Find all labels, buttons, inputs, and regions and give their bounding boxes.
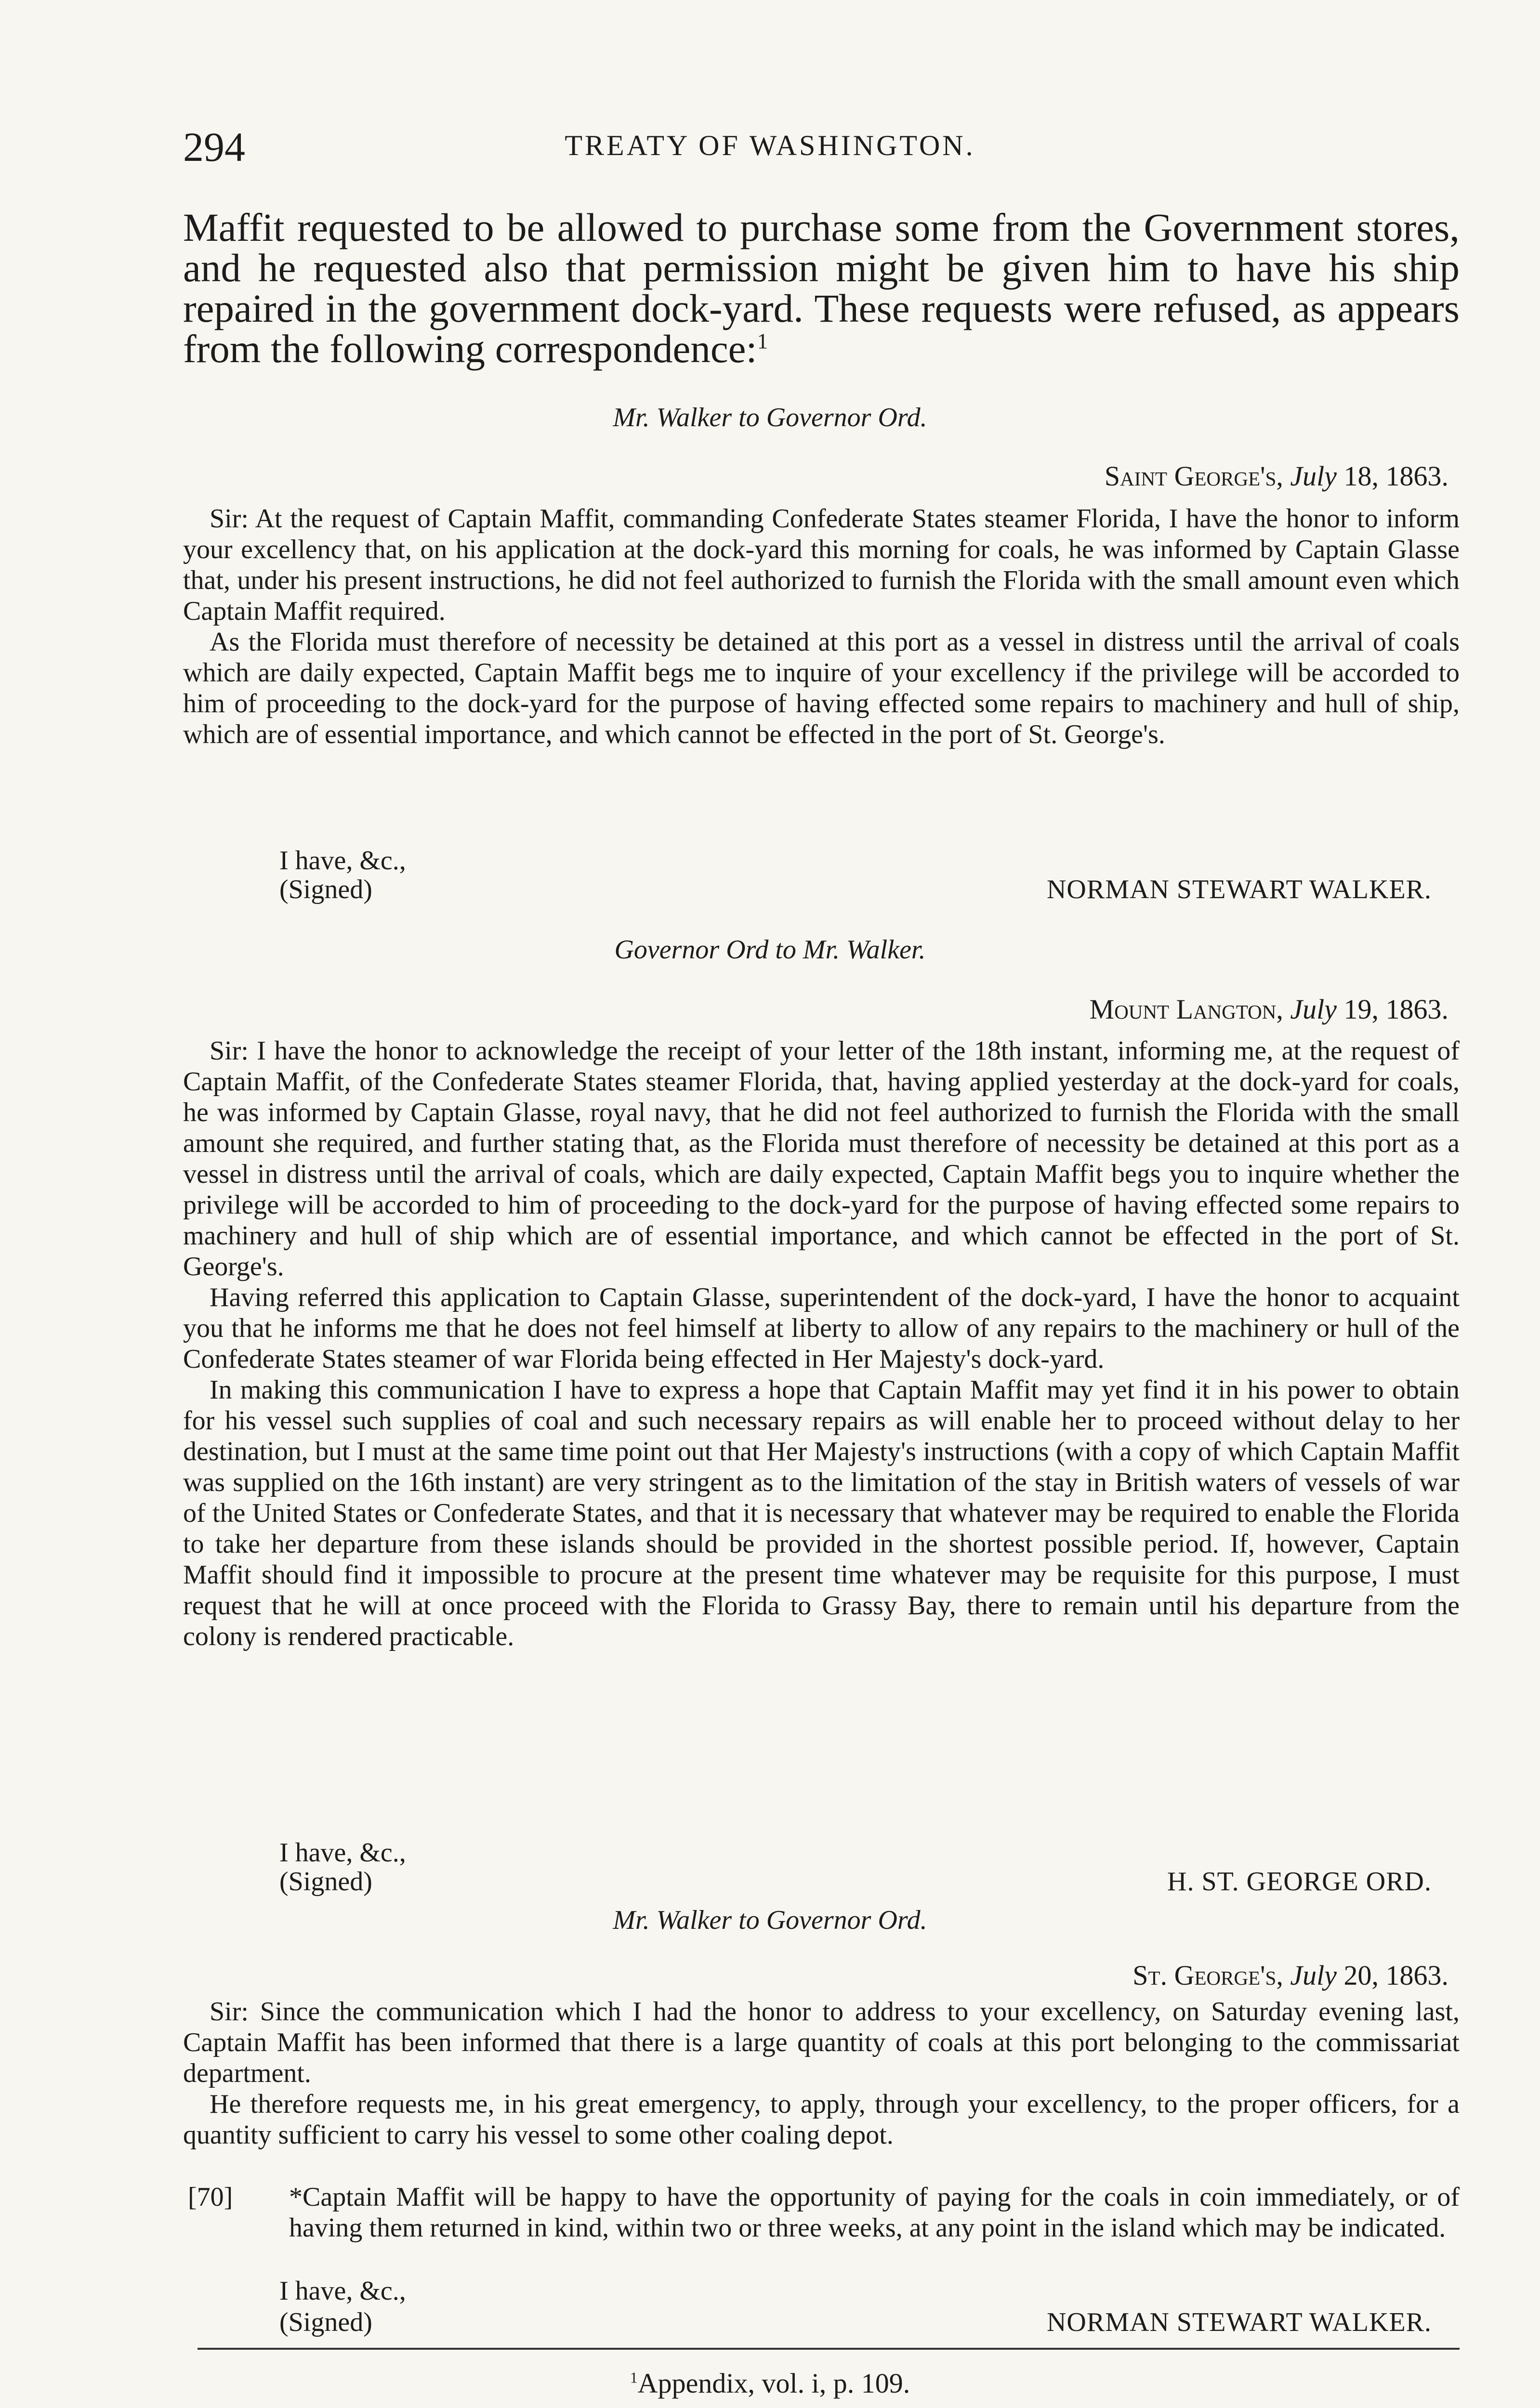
letter-1-signed: (Signed) — [279, 875, 372, 904]
letter-3-body — [183, 1996, 1460, 2150]
footnote-mark: 1 — [630, 2369, 638, 2386]
letter-2-heading: Governor Ord to Mr. Walker. — [614, 935, 926, 965]
letter-3-signer: NORMAN STEWART WALKER. — [1046, 2307, 1432, 2337]
letter-3-signed: (Signed) — [279, 2307, 372, 2337]
letter-2-paragraph: Having referred this application to Captain Glasse, superintendent of the dock-yard, I have the honor to acquaint you that he informs me that he does not feel himself at liberty to allow of any repairs to the machinery or hull of the Confederate States steamer of war Florida being effected in Her Majesty's dock-yard. — [183, 1283, 1460, 1374]
letter-3-paragraph: He therefore requests me, in his great emergency, to apply, through your excellency, to the proper officers, for a quantity sufficient to carry his vessel to some other coaling depot. — [183, 2089, 1460, 2150]
intro-paragraph — [183, 207, 1460, 369]
letter-1-closing: I have, &c., — [279, 846, 406, 876]
letter-2-body — [183, 1035, 1460, 1652]
letter-3-dateline: St. George's, July 20, 1863. — [1132, 1960, 1448, 1991]
letter-2-paragraph: In making this communication I have to express a hope that Captain Maffit may yet find it in his power to obtain for his vessel such supplies of coal and such necessary repairs as will enable her to proceed without delay to her destination, but I must at the same time point out that Her Majesty's instructions (with a copy of which Captain Maffit was supplied on the 16th instant) are very stringent as to the limitation of the stay in British waters of vessels of war of the United States or Confederate States, and that it is necessary that whatever may be required to enable the Florida to take her departure from these islands should be provided in the shortest possible period. If, however, Captain Maffit should find it impossible to procure at the present time whatever may be requisite for this purpose, I must request that he will at once proceed with the Florida to Grassy Bay, there to remain until his departure from the colony is rendered practicable. — [183, 1375, 1460, 1651]
letter-2-signed: (Signed) — [279, 1867, 372, 1897]
letter-1-dateline: Saint George's, July 18, 1863. — [1104, 460, 1448, 492]
footnote — [0, 2367, 1540, 2399]
letter-3-continuation — [183, 2182, 1460, 2243]
letter-2-signer: H. ST. GEORGE ORD. — [1167, 1867, 1432, 1897]
intro-text: Maffit requested to be allowed to purchase some from the Government stores, and he requested also that permission might be given him to have his ship repaired in the government dock-yard. These requests were refused, as appears from the following correspondence: — [183, 205, 1460, 371]
footnote-reference: 1 — [757, 328, 768, 353]
letter-2-dateline: Mount Langton, July 19, 1863. — [1089, 994, 1448, 1025]
margin-page-reference: [70] — [188, 2182, 233, 2212]
page-number: 294 — [183, 124, 245, 170]
letter-3-heading: Mr. Walker to Governor Ord. — [613, 1905, 927, 1935]
letter-1-paragraph: As the Florida must therefore of necessity be detained at this port as a vessel in distress until the arrival of coals which are daily expected, Captain Maffit begs me to inquire of your excellency if the privilege will be accorded to him of proceeding to the dock-yard for the purpose of having effected some repairs to machinery and hull of ship, which are of essential importance, and which cannot be effected in the port of St. George's. — [183, 627, 1460, 749]
letter-1-body — [183, 503, 1460, 750]
letter-2-paragraph: Sir: I have the honor to acknowledge the receipt of your letter of the 18th instant, informing me, at the request of Captain Maffit, of the Confederate States steamer Florida, that, having applied yesterday at the dock-yard for coals, he was informed by Captain Glasse, royal navy, that he did not feel authorized to furnish the Florida with the small amount she required, and further stating that, as the Florida must therefore of necessity be detained at this port as a vessel in distress until the arrival of coals, which are daily expected, Captain Maffit begs you to inquire whether the privilege will be accorded to him of proceeding to the dock-yard for the purpose of having effected some repairs to machinery and hull of ship which are of essential importance, and which cannot be effected in the port of St. George's. — [183, 1036, 1460, 1282]
letter-3-paragraph: Sir: Since the communication which I had the honor to address to your excellency, on Saturday evening last, Captain Maffit has been informed that there is a large quantity of coals at this port belonging to the commissariat department. — [183, 1997, 1460, 2088]
letter-1-paragraph: Sir: At the request of Captain Maffit, commanding Confederate States steamer Florida, I have the honor to inform your excellency that, on his application at the dock-yard this morning for coals, he was informed by Captain Glasse that, under his present instructions, he did not feel authorized to furnish the Florida with the small amount even which Captain Maffit required. — [183, 504, 1460, 626]
running-head: TREATY OF WASHINGTON. — [565, 130, 975, 161]
letter-1-heading: Mr. Walker to Governor Ord. — [613, 403, 927, 432]
letter-3-paragraph: *Captain Maffit will be happy to have the opportunity of paying for the coals in coin immediately, or of having them returned in kind, within two or three weeks, at any point in the island which may be indicated. — [289, 2182, 1460, 2243]
letter-2-closing: I have, &c., — [279, 1838, 406, 1868]
letter-1-signer: NORMAN STEWART WALKER. — [1046, 875, 1432, 904]
footnote-text: Appendix, vol. i, p. 109. — [637, 2368, 910, 2399]
letter-3-closing: I have, &c., — [279, 2276, 406, 2306]
footnote-divider — [197, 2348, 1460, 2350]
